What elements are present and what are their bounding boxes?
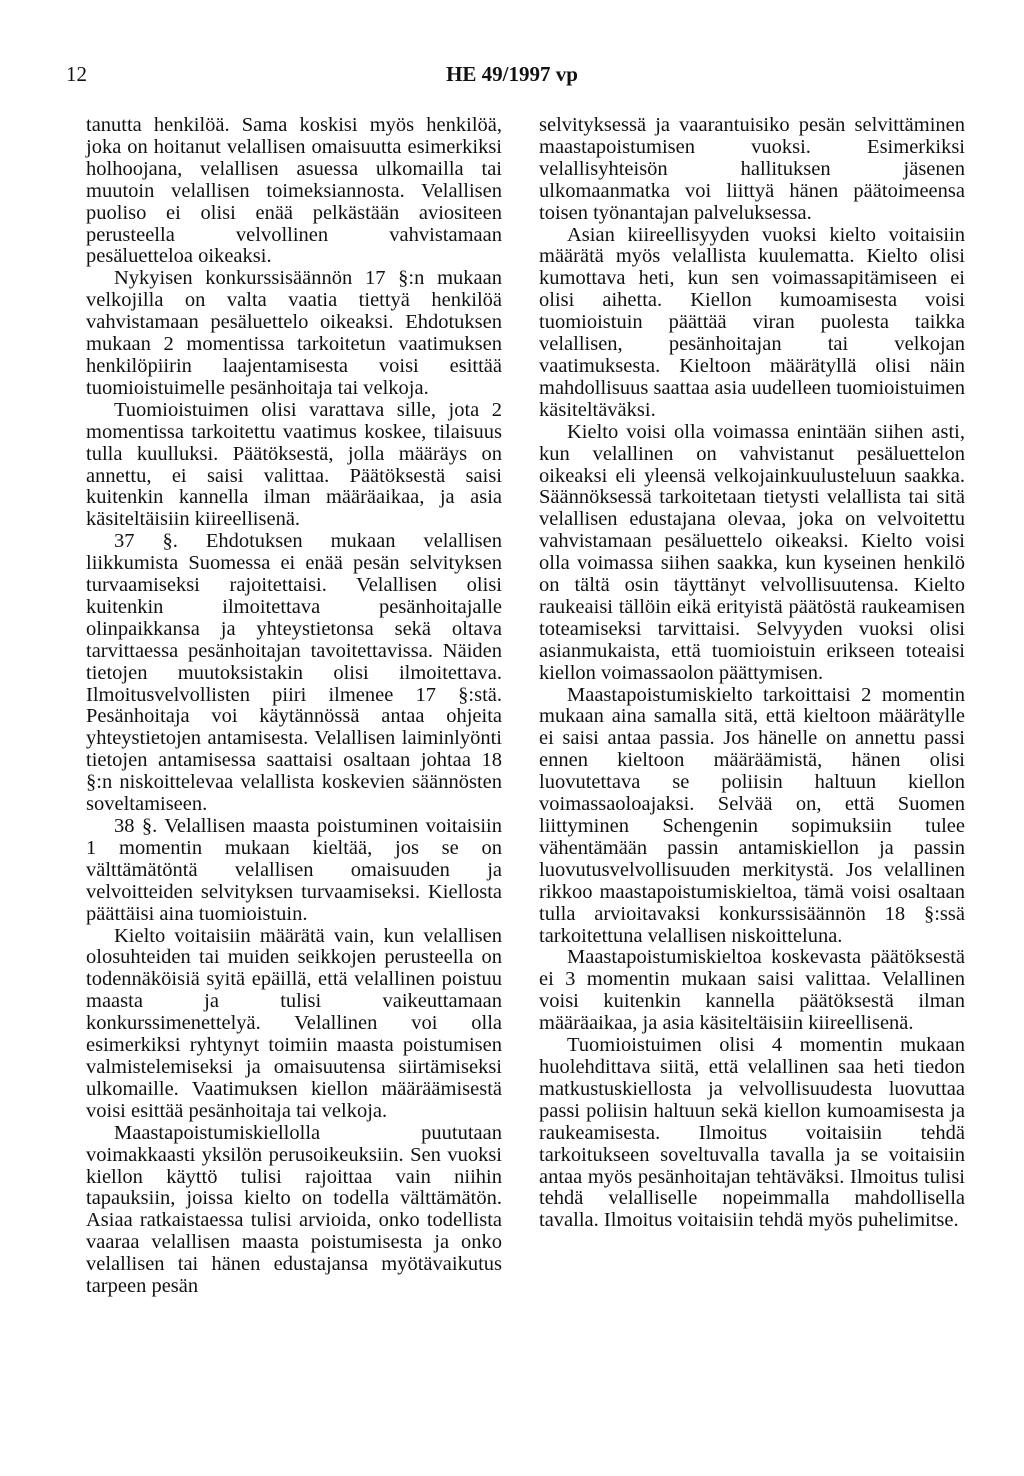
page-number: 12 [66, 62, 87, 86]
paragraph: Kielto voitaisiin määrätä vain, kun velallisen olosuhteiden tai muiden seikkojen perusteella on todennäköisiä syitä epäillä, että velallinen poistuu maasta ja tulisi vaikeuttamaan konkurssimenettelyä. Velallinen voi olla esimerkiksi ryhtynyt toimiin maasta poistumisen valmistelemiseksi ja omaisuutensa siirtämiseksi ulkomaille. Vaatimuksen kiellon määräämisestä voisi esittää pesänhoitaja tai velkoja. [86, 924, 502, 1122]
paragraph: Nykyisen konkurssisäännön 17 §:n mukaan velkojilla on valta vaatia tiettyä henkilöä vahvistamaan pesäluettelo oikeaksi. Ehdotuksen mukaan 2 momentissa tarkoitetun vaatimuksen henkilöpiirin laajentamisesta voisi esittää tuomioistuimelle pesänhoitaja tai velkoja. [86, 267, 502, 399]
paragraph: Maastapoistumiskieltoa koskevasta päätöksestä ei 3 momentin mukaan saisi valittaa. Velallinen voisi kuitenkin kannella päätöksestä ilman määräaikaa, ja asia käsiteltäisiin kiireellisenä. [539, 946, 965, 1035]
paragraph: Maastapoistumiskiellolla puututaan voimakkaasti yksilön perusoikeuksiin. Sen vuoksi kiellon käyttö tulisi rajoittaa vain niihin tapauksiin, joissa kielto on todella välttämätön. Asiaa ratkaistaessa tulisi arvioida, onko todellista vaaraa velallisen maasta poistumisesta ja onko velallisen tai hänen edustajansa myötävaikutus tarpeen pesän [86, 1121, 502, 1298]
paragraph: 37 §. Ehdotuksen mukaan velallisen liikkumista Suomessa ei enää pesän selvityksen turvaamiseksi rajoitettaisi. Velallisen olisi kuitenkin ilmoitettava pesänhoitajalle olinpaikkansa ja yhteystietonsa sekä oltava tarvittaessa pesänhoitajan tavoitettavissa. Näiden tietojen muutoksistakin olisi ilmoitettava. Ilmoitusvelvollisten piiri ilmenee 17 §:stä. Pesänhoitaja voi käytännössä antaa ohjeita yhteystietojen antamisesta. Velallisen laiminlyönti tietojen antamisessa saattaisi osaltaan johtaa 18 §:n niskoittelevaa velallista koskevien säännösten soveltamiseen. [86, 530, 502, 816]
left-column [86, 115, 502, 1298]
right-column [539, 115, 965, 1232]
paragraph: Kielto voisi olla voimassa enintään siihen asti, kun velallinen on vahvistanut pesäluettelon oikeaksi eli yleensä velkojainkuulusteluun saakka. Säännöksessä tarkoitetaan tietysti velallista tai sitä velallisen edustajana olevaa, joka on velvoitettu vahvistamaan pesäluettelo oikeaksi. Kielto voisi olla voimassa siihen saakka, kun kyseinen henkilö on tältä osin täyttänyt velvollisuutensa. Kielto raukeaisi tällöin eikä erityistä päätöstä raukeamisen toteamiseksi tarvittaisi. Selvyyden vuoksi olisi asianmukaista, että tuomioistuin erikseen toteaisi kiellon voimassaolon päättymisen. [539, 420, 965, 684]
paragraph: 38 §. Velallisen maasta poistuminen voitaisiin 1 momentin mukaan kieltää, jos se on välttämätöntä velallisen omaisuuden ja velvoitteiden selvityksen turvaamiseksi. Kiellosta päättäisi aina tuomioistuin. [86, 815, 502, 925]
paragraph: Tuomioistuimen olisi 4 momentin mukaan huolehdittava siitä, että velallinen saa heti tiedon matkustuskiellosta ja velvollisuudesta luovuttaa passi poliisin haltuun sekä kiellon kumoamisesta ja raukeamisesta. Ilmoitus voitaisiin tehdä tarkoitukseen soveltuvalla tavalla ja se voitaisiin antaa myös pesänhoitajan tehtäväksi. Ilmoitus tulisi tehdä velalliselle nopeimmalla mahdollisella tavalla. Ilmoitus voitaisiin tehdä myös puhelimitse. [539, 1034, 965, 1232]
paragraph: Tuomioistuimen olisi varattava sille, jota 2 momentissa tarkoitettu vaatimus koskee, tilaisuus tulla kuulluksi. Päätöksestä, jolla määräys on annettu, ei saisi valittaa. Päätöksestä saisi kuitenkin kannella ilman määräaikaa, ja asia käsiteltäisiin kiireellisenä. [86, 398, 502, 531]
paragraph: Maastapoistumiskielto tarkoittaisi 2 momentin mukaan aina samalla sitä, että kieltoon määrätylle ei saisi antaa passia. Jos hänelle on annettu passi ennen kieltoon määräämistä, hänen olisi luovutettava se poliisin haltuun kiellon voimassaoloajaksi. Selvää on, että Suomen liittyminen Schengenin sopimuksiin tulee vähentämään passin antamiskiellon ja passin luovutusvelvollisuuden merkitystä. Jos velallinen rikkoo maastapoistumiskieltoa, tämä voisi osaltaan tulla arvioitavaksi konkurssisäännön 18 §:ssä tarkoitettuna velallisen niskoitteluna. [539, 683, 965, 947]
paragraph: selvityksessä ja vaarantuisiko pesän selvittäminen maastapoistumisen vuoksi. Esimerkiksi velallisyhteisön hallituksen jäsenen ulkomaanmatka voi liittyä hänen päätoimeensa toisen työnantajan palveluksessa. [539, 114, 965, 224]
paragraph: tanutta henkilöä. Sama koskisi myös henkilöä, joka on hoitanut velallisen omaisuutta esimerkiksi holhoojana, velallisen asuessa ulkomailla tai muutoin velallisen toimeksiannosta. Velallisen puoliso ei olisi enää pelkästään aviositeen perusteella velvollinen vahvistamaan pesäluetteloa oikeaksi. [86, 114, 502, 268]
document-reference: HE 49/1997 vp [446, 62, 578, 86]
paragraph: Asian kiireellisyyden vuoksi kielto voitaisiin määrätä myös velallista kuulematta. Kielto olisi kumottava heti, kun sen voimassapitämiseen ei olisi aihetta. Kiellon kumoamisesta voisi tuomioistuin päättää viran puolesta taikka velallisen, pesänhoitajan tai velkojan vaatimuksesta. Kieltoon määrätyllä olisi näin mahdollisuus saattaa asia uudelleen tuomioistuimen käsiteltäväksi. [539, 223, 965, 421]
